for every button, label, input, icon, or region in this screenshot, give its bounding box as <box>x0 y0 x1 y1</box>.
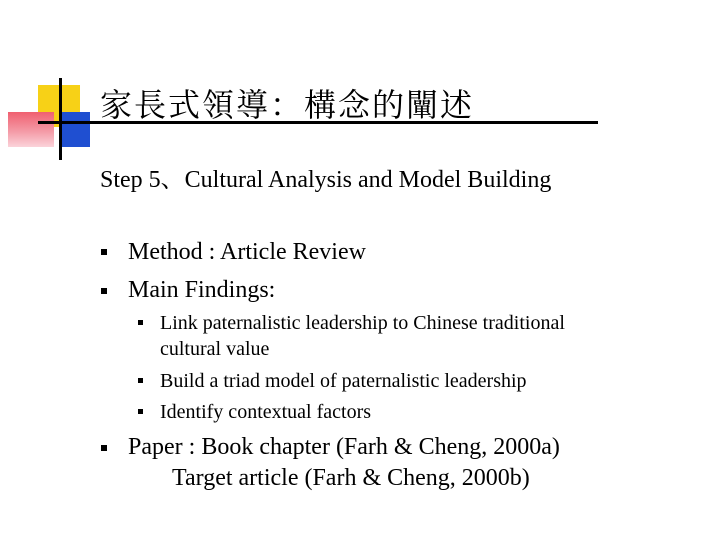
sub-bullet-link-line1: Link paternalistic leadership to Chinese traditional <box>160 312 565 334</box>
sub-bullet-marker-1 <box>138 320 143 325</box>
slide-title: 家長式領導：構念的闡述 <box>100 87 475 123</box>
bullet-marker-2 <box>101 288 107 294</box>
bullet-marker-3 <box>101 445 107 451</box>
logo-red-square <box>8 112 54 147</box>
logo-blue-square <box>62 112 90 147</box>
sub-bullet-triad-model: Build a triad model of paternalistic leadership <box>160 370 527 392</box>
logo-vertical-line <box>59 78 62 160</box>
bullet-marker-1 <box>101 249 107 255</box>
sub-bullet-link-line2: cultural value <box>160 338 270 360</box>
slide-subtitle: Step 5、Cultural Analysis and Model Building <box>100 167 552 193</box>
sub-bullet-marker-2 <box>138 378 143 383</box>
bullet-main-findings: Main Findings: <box>128 277 276 303</box>
bullet-paper: Paper : Book chapter (Farh & Cheng, 2000a) <box>128 434 560 460</box>
sub-bullet-marker-3 <box>138 409 143 414</box>
bullet-method: Method : Article Review <box>128 239 366 265</box>
bullet-paper-continuation: Target article (Farh & Cheng, 2000b) <box>172 465 530 491</box>
sub-bullet-contextual-factors: Identify contextual factors <box>160 401 372 423</box>
